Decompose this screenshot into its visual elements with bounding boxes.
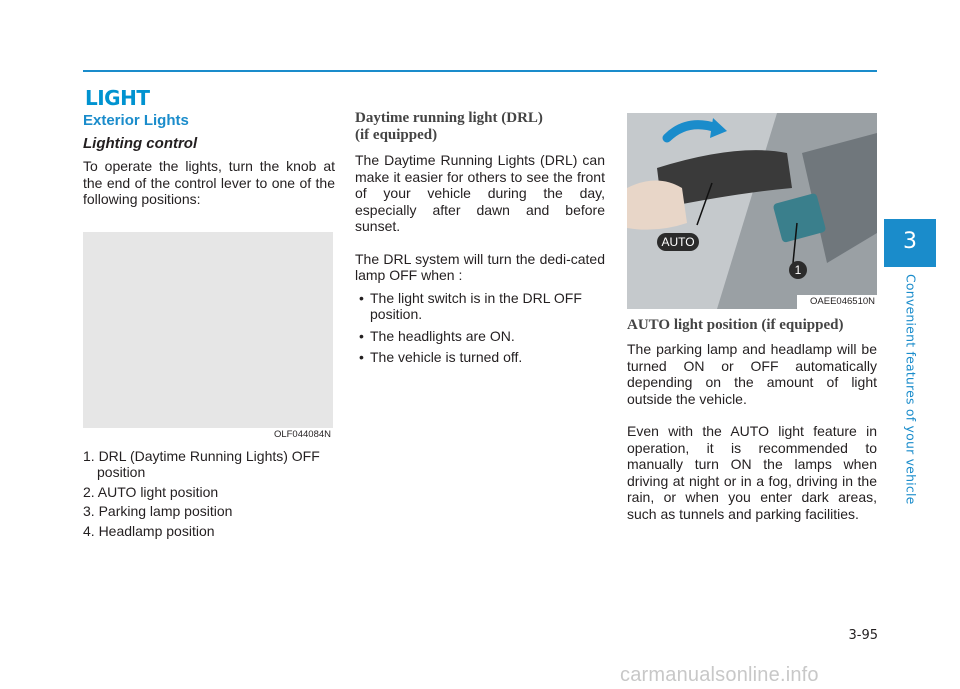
top-rule xyxy=(83,70,877,72)
list-item: 4. Headlamp position xyxy=(83,522,215,539)
drl-conditions-list xyxy=(355,290,605,366)
list-item: 3. Parking lamp position xyxy=(83,503,233,519)
list-item: • The light switch is in the DRL OFF position. xyxy=(355,290,605,323)
heading-auto-light: AUTO light position (if equipped) xyxy=(627,317,844,333)
heading-drl: Daytime running light (DRL) xyxy=(355,110,543,126)
auto-light-illustration xyxy=(627,113,877,309)
callout-number: 1 xyxy=(789,261,807,279)
heading-lighting-control: Lighting control xyxy=(83,135,198,152)
list-item: • The headlights are ON. xyxy=(355,328,605,345)
intro-paragraph: To operate the lights, turn the knob at the end of the control lever to one of the following positions: xyxy=(83,158,335,207)
figure-caption: OAEE046510N xyxy=(810,296,875,307)
chapter-number: 3 xyxy=(903,229,917,254)
drl-paragraph-2: The DRL system will turn the dedi-cated lamp OFF when : xyxy=(355,250,605,283)
chapter-tab xyxy=(884,219,936,267)
watermark: carmanualsonline.info xyxy=(620,664,819,686)
heading-drl-sub: (if equipped) xyxy=(355,127,438,143)
figure-lighting-control xyxy=(83,232,333,440)
auto-paragraph-2: Even with the AUTO light feature in operation, it is recommended to manually turn ON the lamps when driving at night or in a fog, driving in the rain, or when you enter dark areas, such as tunnels and parking facilities. xyxy=(627,423,877,522)
list-item: 1. DRL (Daytime Running Lights) OFF position xyxy=(83,447,320,480)
column-3 xyxy=(627,113,877,522)
column-1 xyxy=(83,110,335,539)
auto-paragraph-1: The parking lamp and headlamp will be turned ON or OFF automatically depending on the amount of light outside the vehicle. xyxy=(627,341,877,407)
list-item: 2. AUTO light position xyxy=(83,483,219,500)
positions-list xyxy=(83,448,335,540)
figure-caption: OLF044084N xyxy=(273,428,331,440)
column-2 xyxy=(355,110,605,366)
section-title: LIGHT xyxy=(85,86,150,110)
list-item: • The vehicle is turned off. xyxy=(355,349,605,366)
drl-paragraph-1: The Daytime Running Lights (DRL) can make it easier for others to see the front of your vehicle during the day, especially after dawn and before sunset. xyxy=(355,152,605,234)
heading-exterior-lights: Exterior Lights xyxy=(83,112,189,129)
page-number: 3-95 xyxy=(848,628,878,643)
chapter-title: Convenient features of your vehicle xyxy=(903,274,919,505)
figure-auto-light xyxy=(627,113,877,309)
chapter-title-vertical xyxy=(893,274,929,504)
auto-label-badge: AUTO xyxy=(657,233,699,251)
